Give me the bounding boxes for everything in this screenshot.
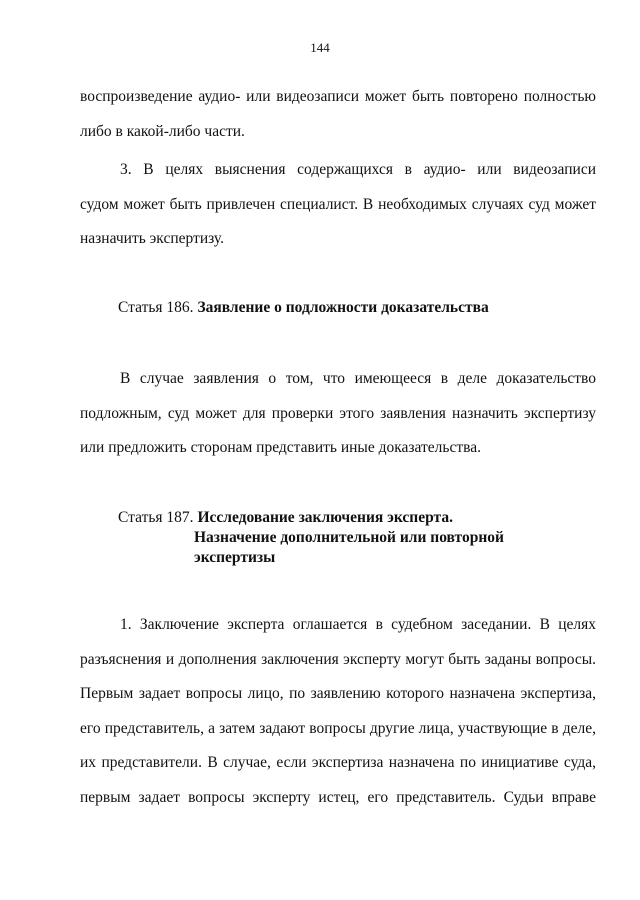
paragraph-line: либо в какой-либо части. [80,122,245,140]
article-number: Статья 186. [118,299,194,316]
article-187-heading [118,508,504,568]
paragraph-line: судом может быть привлечен специалист. В необходимых случаях суд может [80,195,596,213]
page-number: 144 [310,40,330,55]
paragraph-article-186 [80,362,596,466]
paragraph-line: или предложить сторонам представить иные доказательства. [80,439,481,456]
article-number: Статья 187. [118,509,194,526]
paragraph-line: их представители. В случае, если экспертиза назначена по инициативе суда, [80,754,596,771]
article-186-heading [118,298,489,318]
paragraph-line: разъяснения и дополнения заключения эксперту могут быть заданы вопросы. [80,650,596,668]
paragraph-line: 1. Заключение эксперта оглашается в судебном заседании. В целях [120,616,596,633]
paragraph-line: Первым задает вопросы лицо, по заявлению которого назначена экспертиза, [80,685,596,702]
article-title-line: экспертизы [194,549,276,566]
article-title-line: Исследование заключения эксперта. [197,509,453,526]
paragraph-line: В случае заявления о том, что имеющееся в деле доказательство [120,370,596,387]
article-title-line: Назначение дополнительной или повторной [194,529,504,546]
paragraph-line: назначить экспертизу. [80,230,224,247]
paragraph-line: 3. В целях выяснения содержащихся в аудио- или видеозаписи [120,161,596,178]
paragraph-article-187-item-1 [80,608,596,815]
paragraph-item-3 [80,153,596,257]
paragraph-line: первым задает вопросы эксперту истец, его представитель. Судьи вправе [80,788,596,806]
paragraph-continuation [80,80,596,149]
paragraph-line: его представитель, а затем задают вопросы другие лица, участвующие в деле, [80,719,596,737]
paragraph-line: подложным, суд может для проверки этого заявления назначить экспертизу [80,404,596,422]
paragraph-line: воспроизведение аудио- или видеозаписи может быть повторено полностью [80,88,596,105]
article-title: Заявление о подложности доказательства [197,299,489,316]
